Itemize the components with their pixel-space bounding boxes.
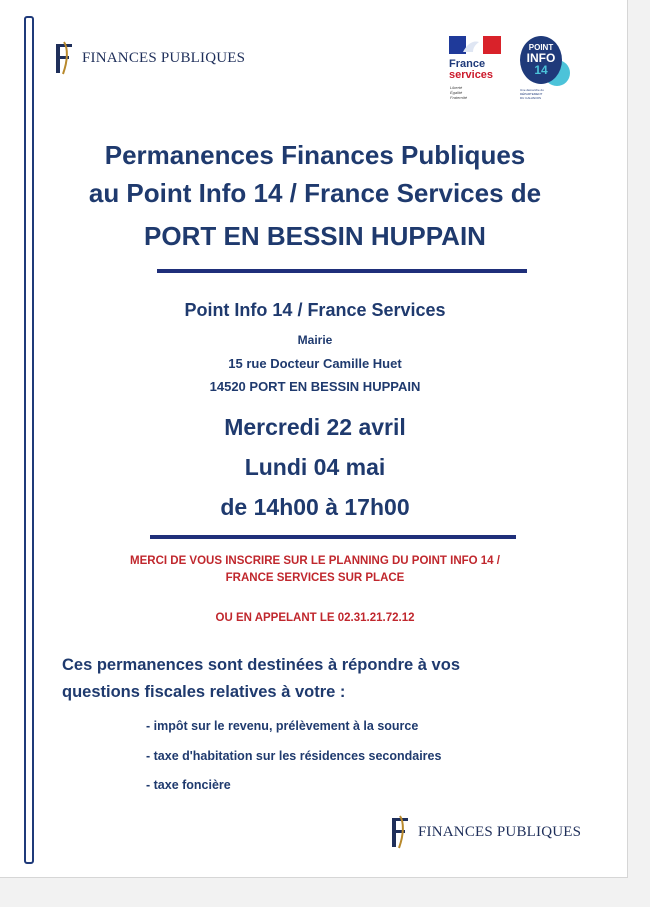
info-intro-line-1: Ces permanences sont destinées à répondre à vos bbox=[62, 656, 460, 674]
left-border-bar bbox=[24, 16, 34, 864]
title-line-1: Permanences Finances Publiques bbox=[104, 140, 526, 170]
finances-publiques-logo bbox=[50, 40, 245, 76]
republic-motto: Liberté Égalité Fraternité bbox=[450, 85, 468, 100]
finances-publiques-footer-logo bbox=[386, 814, 581, 850]
tax-topic-item: - taxe d'habitation sur les résidences secondaires bbox=[146, 749, 442, 763]
france-services-logo bbox=[447, 36, 507, 102]
point-info-14-logo bbox=[518, 36, 574, 100]
schedule-date-2: Lundi 04 mai bbox=[244, 454, 386, 480]
schedule-date-1: Mercredi 22 avril bbox=[224, 414, 406, 440]
registration-notice-line-1: MERCI DE VOUS INSCRIRE SUR LE PLANNING DU POINT INFO 14 / bbox=[130, 555, 500, 567]
finances-publiques-emblem-icon bbox=[386, 814, 412, 850]
finances-publiques-footer-label: FINANCES PUBLIQUES bbox=[418, 823, 582, 840]
finances-publiques-emblem-icon bbox=[50, 40, 76, 76]
location-street: 15 rue Docteur Camille Huet bbox=[228, 356, 402, 371]
point-info-subtext: Une démarche du DÉPARTEMENT DU CALVADOS bbox=[520, 88, 544, 100]
tax-topic-item: - impôt sur le revenu, prélèvement à la source bbox=[146, 719, 419, 733]
point-info-word-info: INFO bbox=[526, 51, 556, 65]
location-place: Mairie bbox=[297, 333, 333, 347]
tax-topic-item: - taxe foncière bbox=[146, 778, 231, 792]
marianne-flag-icon bbox=[449, 36, 501, 54]
title-divider bbox=[157, 269, 527, 273]
info-intro-line-2: questions fiscales relatives à votre : bbox=[62, 683, 346, 701]
finances-publiques-label: FINANCES PUBLIQUES bbox=[82, 49, 246, 66]
france-services-word-france: France bbox=[449, 58, 486, 70]
location-name: Point Info 14 / France Services bbox=[184, 300, 446, 320]
point-info-word-point: POINT bbox=[528, 43, 554, 52]
schedule-hours: de 14h00 à 17h00 bbox=[220, 494, 410, 520]
schedule-divider bbox=[150, 535, 516, 539]
point-info-number: 14 bbox=[534, 63, 548, 77]
registration-phone: OU EN APPELANT LE 02.31.21.72.12 bbox=[215, 612, 415, 624]
point-info-badge bbox=[520, 36, 562, 84]
title-line-3: PORT EN BESSIN HUPPAIN bbox=[144, 221, 486, 251]
location-city: 14520 PORT EN BESSIN HUPPAIN bbox=[209, 379, 421, 394]
france-services-word-services: services bbox=[449, 69, 494, 81]
title-line-2: au Point Info 14 / France Services de bbox=[88, 178, 542, 208]
registration-notice-line-2: FRANCE SERVICES SUR PLACE bbox=[225, 572, 405, 584]
